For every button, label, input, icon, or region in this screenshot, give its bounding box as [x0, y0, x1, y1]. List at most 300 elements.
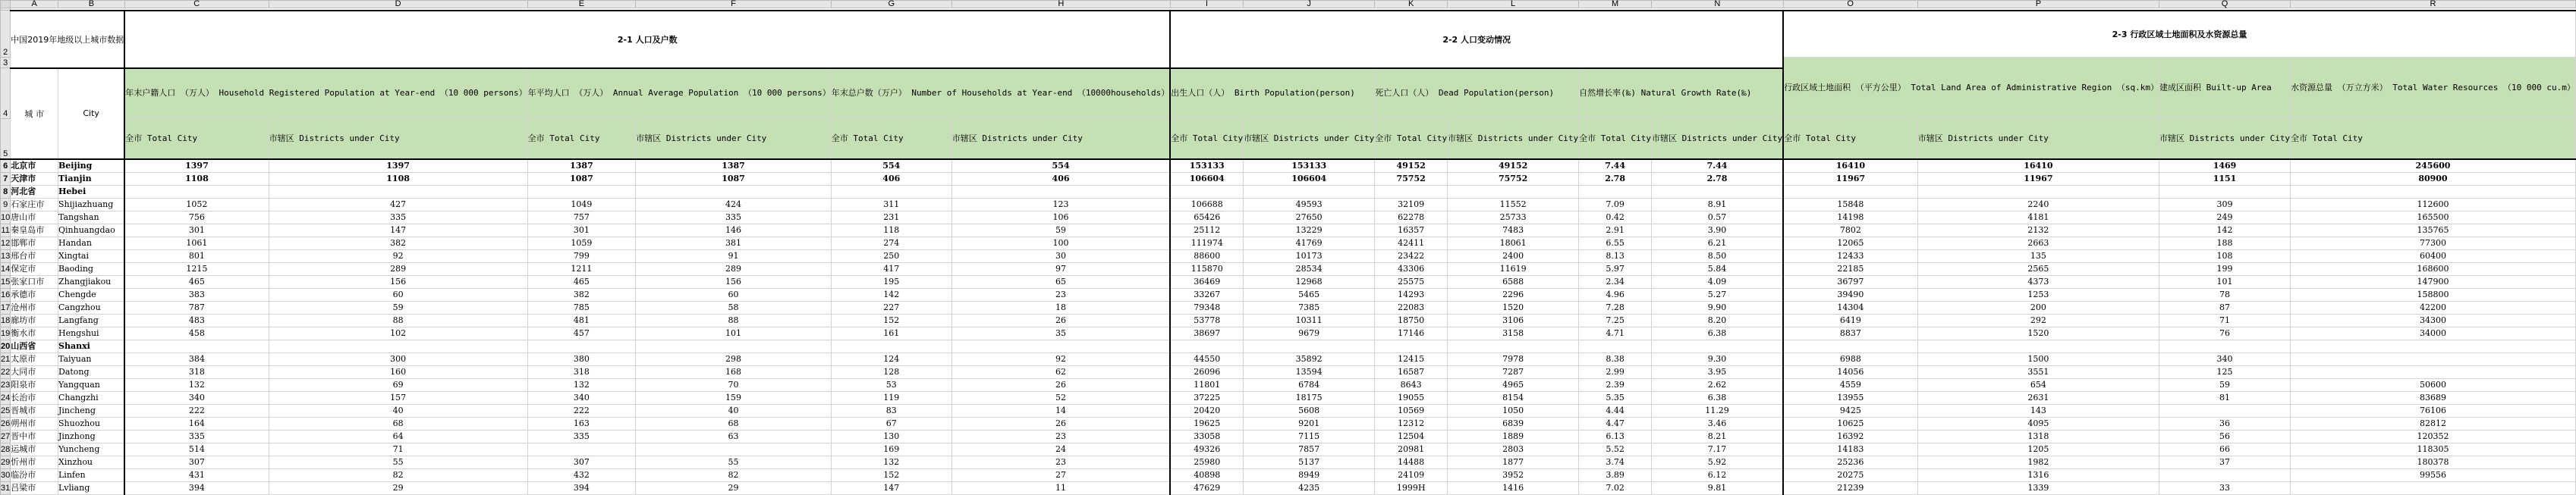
- data-cell[interactable]: 222: [124, 404, 269, 417]
- data-cell[interactable]: 5.27: [1652, 288, 1784, 301]
- data-cell[interactable]: 3.46: [1652, 417, 1784, 430]
- data-cell[interactable]: 11552: [1448, 198, 1579, 211]
- column-header[interactable]: P: [1917, 1, 2159, 8]
- data-cell[interactable]: 1999H: [1375, 481, 1448, 494]
- city-header-cn[interactable]: 城 市: [11, 68, 58, 159]
- data-cell[interactable]: 4965: [1448, 378, 1579, 391]
- data-cell[interactable]: 102: [269, 327, 527, 340]
- data-cell[interactable]: 384: [124, 352, 269, 365]
- data-cell[interactable]: [2291, 365, 2576, 378]
- data-cell[interactable]: 115870: [1170, 262, 1243, 275]
- data-cell[interactable]: 23422: [1375, 249, 1448, 262]
- data-cell[interactable]: 1397: [124, 159, 269, 173]
- data-cell[interactable]: 20275: [1783, 468, 1917, 481]
- data-cell[interactable]: 135765: [2291, 224, 2576, 237]
- data-cell[interactable]: 130: [831, 430, 951, 443]
- data-cell[interactable]: 6.13: [1579, 430, 1652, 443]
- city-name-cn[interactable]: 运城市: [11, 443, 58, 456]
- data-cell[interactable]: 16357: [1375, 224, 1448, 237]
- data-cell[interactable]: 83689: [2291, 391, 2576, 404]
- city-name-cn[interactable]: 山西省: [11, 340, 58, 352]
- subheader-total-city[interactable]: 全市 Total City: [1579, 119, 1652, 159]
- data-cell[interactable]: 0.57: [1652, 211, 1784, 224]
- data-cell[interactable]: 3.90: [1652, 224, 1784, 237]
- data-cell[interactable]: 289: [269, 262, 527, 275]
- data-cell[interactable]: 142: [2159, 224, 2290, 237]
- data-cell[interactable]: 406: [951, 172, 1170, 185]
- data-cell[interactable]: 1050: [1448, 404, 1579, 417]
- city-name-cn[interactable]: 衡水市: [11, 327, 58, 340]
- data-cell[interactable]: 49326: [1170, 443, 1243, 456]
- data-cell[interactable]: 23: [951, 456, 1170, 468]
- data-cell[interactable]: 1108: [124, 172, 269, 185]
- data-cell[interactable]: 4.09: [1652, 275, 1784, 288]
- data-cell[interactable]: 1339: [1917, 481, 2159, 494]
- data-cell[interactable]: [1244, 340, 1375, 352]
- data-cell[interactable]: 55: [269, 456, 527, 468]
- data-cell[interactable]: 30: [951, 249, 1170, 262]
- city-name-en[interactable]: Cangzhou: [58, 301, 125, 314]
- data-cell[interactable]: 227: [831, 301, 951, 314]
- data-cell[interactable]: 92: [951, 352, 1170, 365]
- data-cell[interactable]: 63: [636, 430, 832, 443]
- data-cell[interactable]: 4.71: [1579, 327, 1652, 340]
- city-name-cn[interactable]: 保定市: [11, 262, 58, 275]
- data-cell[interactable]: [1448, 340, 1579, 352]
- data-cell[interactable]: 8.13: [1579, 249, 1652, 262]
- data-cell[interactable]: 62278: [1375, 211, 1448, 224]
- city-name-en[interactable]: Yuncheng: [58, 443, 125, 456]
- column-group-header[interactable]: 年末户籍人口 （万人） Household Registered Population at Year-end （10 000 persons）: [124, 68, 527, 119]
- data-cell[interactable]: [636, 185, 832, 198]
- data-cell[interactable]: 53: [831, 378, 951, 391]
- data-cell[interactable]: [636, 443, 832, 456]
- data-cell[interactable]: 8643: [1375, 378, 1448, 391]
- data-cell[interactable]: 159: [636, 391, 832, 404]
- data-cell[interactable]: [1375, 185, 1448, 198]
- data-cell[interactable]: 289: [636, 262, 832, 275]
- row-header[interactable]: 15: [1, 275, 11, 288]
- data-cell[interactable]: 8.91: [1652, 198, 1784, 211]
- city-name-en[interactable]: Hengshui: [58, 327, 125, 340]
- data-cell[interactable]: 47629: [1170, 481, 1243, 494]
- data-cell[interactable]: 92: [269, 249, 527, 262]
- data-cell[interactable]: 1087: [636, 172, 832, 185]
- data-cell[interactable]: 153133: [1170, 159, 1243, 173]
- subheader-total-city[interactable]: 全市 Total City: [124, 119, 269, 159]
- data-cell[interactable]: 3158: [1448, 327, 1579, 340]
- data-cell[interactable]: 11619: [1448, 262, 1579, 275]
- data-cell[interactable]: 25733: [1448, 211, 1579, 224]
- city-name-cn[interactable]: 晋中市: [11, 430, 58, 443]
- data-cell[interactable]: 25236: [1783, 456, 1917, 468]
- city-name-cn[interactable]: 天津市: [11, 172, 58, 185]
- subheader-total-city[interactable]: 全市 Total City: [1375, 119, 1448, 159]
- city-name-en[interactable]: Lvliang: [58, 481, 125, 494]
- data-cell[interactable]: 19625: [1170, 417, 1243, 430]
- data-cell[interactable]: 40: [636, 404, 832, 417]
- city-name-en[interactable]: Changzhi: [58, 391, 125, 404]
- data-cell[interactable]: 60: [636, 288, 832, 301]
- data-cell[interactable]: 49593: [1244, 198, 1375, 211]
- data-cell[interactable]: [1375, 340, 1448, 352]
- column-header[interactable]: E: [527, 1, 636, 8]
- data-cell[interactable]: 118305: [2291, 443, 2576, 456]
- data-cell[interactable]: 53778: [1170, 314, 1243, 327]
- data-cell[interactable]: 4.96: [1579, 288, 1652, 301]
- data-cell[interactable]: 69: [269, 378, 527, 391]
- data-cell[interactable]: 112600: [2291, 198, 2576, 211]
- data-cell[interactable]: 249: [2159, 211, 2290, 224]
- subheader-total-city[interactable]: 全市 Total City: [1170, 119, 1243, 159]
- data-cell[interactable]: 132: [527, 378, 636, 391]
- data-cell[interactable]: 68: [636, 417, 832, 430]
- column-group-header[interactable]: 年末总户数（万户） Number of Households at Year-end （10000households）: [831, 68, 1170, 119]
- data-cell[interactable]: 33: [2159, 481, 2290, 494]
- data-cell[interactable]: 756: [124, 211, 269, 224]
- city-name-cn[interactable]: 晋城市: [11, 404, 58, 417]
- data-cell[interactable]: 4235: [1244, 481, 1375, 494]
- data-cell[interactable]: 5608: [1244, 404, 1375, 417]
- data-cell[interactable]: 56: [2159, 430, 2290, 443]
- row-header[interactable]: 3: [1, 58, 11, 68]
- data-cell[interactable]: [1652, 185, 1784, 198]
- data-cell[interactable]: 106604: [1244, 172, 1375, 185]
- table-title[interactable]: 中国2019年地级以上城市数据: [11, 11, 125, 68]
- data-cell[interactable]: 26: [951, 417, 1170, 430]
- data-cell[interactable]: 17146: [1375, 327, 1448, 340]
- data-cell[interactable]: 12415: [1375, 352, 1448, 365]
- data-cell[interactable]: 68: [269, 417, 527, 430]
- data-cell[interactable]: 9425: [1783, 404, 1917, 417]
- data-cell[interactable]: 6988: [1783, 352, 1917, 365]
- data-cell[interactable]: 1061: [124, 237, 269, 249]
- subheader-districts[interactable]: 市辖区 Districts under City: [2159, 119, 2290, 159]
- data-cell[interactable]: 2.99: [1579, 365, 1652, 378]
- data-cell[interactable]: 465: [527, 275, 636, 288]
- data-cell[interactable]: 65426: [1170, 211, 1243, 224]
- data-cell[interactable]: 99556: [2291, 468, 2576, 481]
- data-cell[interactable]: 10173: [1244, 249, 1375, 262]
- column-header[interactable]: B: [58, 1, 125, 8]
- data-cell[interactable]: 41769: [1244, 237, 1375, 249]
- data-cell[interactable]: 146: [636, 224, 832, 237]
- data-cell[interactable]: 14293: [1375, 288, 1448, 301]
- city-name-cn[interactable]: 张家口市: [11, 275, 58, 288]
- data-cell[interactable]: 158800: [2291, 288, 2576, 301]
- column-group-header[interactable]: 出生人口（人） Birth Population(person): [1170, 68, 1374, 119]
- column-group-header[interactable]: 水资源总量 （万立方米） Total Water Resources （10 000 cu.m）: [2291, 58, 2576, 119]
- data-cell[interactable]: 18061: [1448, 237, 1579, 249]
- city-name-cn[interactable]: 廊坊市: [11, 314, 58, 327]
- data-cell[interactable]: 4373: [1917, 275, 2159, 288]
- data-cell[interactable]: 301: [124, 224, 269, 237]
- subheader-districts[interactable]: 市辖区 Districts under City: [1244, 119, 1375, 159]
- data-cell[interactable]: 39490: [1783, 288, 1917, 301]
- data-cell[interactable]: 7.02: [1579, 481, 1652, 494]
- data-cell[interactable]: [1579, 185, 1652, 198]
- data-cell[interactable]: 76106: [2291, 404, 2576, 417]
- data-cell[interactable]: 1387: [636, 159, 832, 173]
- data-cell[interactable]: 22083: [1375, 301, 1448, 314]
- data-cell[interactable]: 160: [269, 365, 527, 378]
- data-cell[interactable]: 2.91: [1579, 224, 1652, 237]
- data-cell[interactable]: 70: [636, 378, 832, 391]
- data-cell[interactable]: 799: [527, 249, 636, 262]
- data-cell[interactable]: 6.38: [1652, 391, 1784, 404]
- data-cell[interactable]: 29: [636, 481, 832, 494]
- data-cell[interactable]: 16410: [1783, 159, 1917, 173]
- data-cell[interactable]: 20981: [1375, 443, 1448, 456]
- data-cell[interactable]: 394: [527, 481, 636, 494]
- data-cell[interactable]: 77300: [2291, 237, 2576, 249]
- row-header[interactable]: 6: [1, 159, 11, 173]
- data-cell[interactable]: [527, 443, 636, 456]
- data-cell[interactable]: [1244, 185, 1375, 198]
- data-cell[interactable]: [2291, 352, 2576, 365]
- data-cell[interactable]: 382: [527, 288, 636, 301]
- data-cell[interactable]: 14198: [1783, 211, 1917, 224]
- city-name-en[interactable]: Jincheng: [58, 404, 125, 417]
- data-cell[interactable]: 14304: [1783, 301, 1917, 314]
- data-cell[interactable]: [2291, 340, 2576, 352]
- section-heading[interactable]: 2-1 人口及户数: [124, 11, 1170, 68]
- data-cell[interactable]: 10625: [1783, 417, 1917, 430]
- data-cell[interactable]: 21239: [1783, 481, 1917, 494]
- data-cell[interactable]: 125: [2159, 365, 2290, 378]
- data-cell[interactable]: 2296: [1448, 288, 1579, 301]
- data-cell[interactable]: 1211: [527, 262, 636, 275]
- data-cell[interactable]: 2.39: [1579, 378, 1652, 391]
- data-cell[interactable]: 101: [636, 327, 832, 340]
- subheader-districts[interactable]: 市辖区 Districts under City: [1448, 119, 1579, 159]
- data-cell[interactable]: 25112: [1170, 224, 1243, 237]
- data-cell[interactable]: [269, 340, 527, 352]
- data-cell[interactable]: 11.29: [1652, 404, 1784, 417]
- data-cell[interactable]: 29: [269, 481, 527, 494]
- data-cell[interactable]: 458: [124, 327, 269, 340]
- data-cell[interactable]: 6.55: [1579, 237, 1652, 249]
- data-cell[interactable]: 9679: [1244, 327, 1375, 340]
- data-cell[interactable]: 195: [831, 275, 951, 288]
- data-cell[interactable]: 118: [831, 224, 951, 237]
- data-cell[interactable]: 143: [1917, 404, 2159, 417]
- data-cell[interactable]: 168: [636, 365, 832, 378]
- data-cell[interactable]: 82: [636, 468, 832, 481]
- column-group-header[interactable]: 建成区面积 Built-up Area: [2159, 58, 2290, 119]
- data-cell[interactable]: 38697: [1170, 327, 1243, 340]
- data-cell[interactable]: 1416: [1448, 481, 1579, 494]
- data-cell[interactable]: 88: [636, 314, 832, 327]
- data-cell[interactable]: 71: [269, 443, 527, 456]
- row-header[interactable]: 17: [1, 301, 11, 314]
- data-cell[interactable]: 1205: [1917, 443, 2159, 456]
- data-cell[interactable]: [951, 185, 1170, 198]
- data-cell[interactable]: 0.42: [1579, 211, 1652, 224]
- data-cell[interactable]: 1087: [527, 172, 636, 185]
- data-cell[interactable]: 2132: [1917, 224, 2159, 237]
- city-name-cn[interactable]: 石家庄市: [11, 198, 58, 211]
- data-cell[interactable]: 2.78: [1652, 172, 1784, 185]
- data-cell[interactable]: [1579, 340, 1652, 352]
- data-cell[interactable]: 222: [527, 404, 636, 417]
- data-cell[interactable]: 188: [2159, 237, 2290, 249]
- data-cell[interactable]: 156: [269, 275, 527, 288]
- city-name-cn[interactable]: 沧州市: [11, 301, 58, 314]
- city-name-cn[interactable]: 阳泉市: [11, 378, 58, 391]
- data-cell[interactable]: [124, 340, 269, 352]
- select-all-corner[interactable]: [1, 1, 11, 8]
- subheader-districts[interactable]: 市辖区 Districts under City: [269, 119, 527, 159]
- column-header[interactable]: O: [1783, 1, 1917, 8]
- column-group-header[interactable]: 自然增长率(‰) Natural Growth Rate(‰): [1579, 68, 1783, 119]
- column-header[interactable]: I: [1170, 1, 1243, 8]
- data-cell[interactable]: 5.92: [1652, 456, 1784, 468]
- data-cell[interactable]: 81: [2159, 391, 2290, 404]
- data-cell[interactable]: [1783, 340, 1917, 352]
- data-cell[interactable]: 4.44: [1579, 404, 1652, 417]
- data-cell[interactable]: 88600: [1170, 249, 1243, 262]
- data-cell[interactable]: [2159, 404, 2290, 417]
- data-cell[interactable]: 34300: [2291, 314, 2576, 327]
- data-cell[interactable]: 654: [1917, 378, 2159, 391]
- data-cell[interactable]: [831, 185, 951, 198]
- data-cell[interactable]: 292: [1917, 314, 2159, 327]
- data-cell[interactable]: 24109: [1375, 468, 1448, 481]
- data-cell[interactable]: 298: [636, 352, 832, 365]
- data-cell[interactable]: 157: [269, 391, 527, 404]
- column-header[interactable]: N: [1652, 1, 1784, 8]
- data-cell[interactable]: 309: [2159, 198, 2290, 211]
- city-name-cn[interactable]: 长治市: [11, 391, 58, 404]
- data-cell[interactable]: 44550: [1170, 352, 1243, 365]
- section-heading[interactable]: 2-3 行政区域土地面积及水资源总量: [1783, 11, 2575, 58]
- city-name-en[interactable]: Taiyuan: [58, 352, 125, 365]
- city-name-en[interactable]: Jinzhong: [58, 430, 125, 443]
- data-cell[interactable]: 7.44: [1652, 159, 1784, 173]
- data-cell[interactable]: 6.12: [1652, 468, 1784, 481]
- data-cell[interactable]: 5.84: [1652, 262, 1784, 275]
- data-cell[interactable]: 169: [831, 443, 951, 456]
- row-header[interactable]: 20: [1, 340, 11, 352]
- city-name-en[interactable]: Handan: [58, 237, 125, 249]
- data-cell[interactable]: [1170, 340, 1243, 352]
- data-cell[interactable]: 147900: [2291, 275, 2576, 288]
- data-cell[interactable]: 27: [951, 468, 1170, 481]
- data-cell[interactable]: [527, 340, 636, 352]
- data-cell[interactable]: 465: [124, 275, 269, 288]
- data-cell[interactable]: 2.62: [1652, 378, 1784, 391]
- city-name-cn[interactable]: 大同市: [11, 365, 58, 378]
- data-cell[interactable]: 381: [636, 237, 832, 249]
- column-header[interactable]: A: [11, 1, 58, 8]
- data-cell[interactable]: 16587: [1375, 365, 1448, 378]
- column-header[interactable]: G: [831, 1, 951, 8]
- data-cell[interactable]: 10569: [1375, 404, 1448, 417]
- data-cell[interactable]: 4181: [1917, 211, 2159, 224]
- data-cell[interactable]: 18: [951, 301, 1170, 314]
- data-cell[interactable]: 481: [527, 314, 636, 327]
- data-cell[interactable]: 20420: [1170, 404, 1243, 417]
- data-cell[interactable]: 11967: [1917, 172, 2159, 185]
- city-name-en[interactable]: Qinhuangdao: [58, 224, 125, 237]
- data-cell[interactable]: 1387: [527, 159, 636, 173]
- data-cell[interactable]: 231: [831, 211, 951, 224]
- data-cell[interactable]: 1215: [124, 262, 269, 275]
- data-cell[interactable]: [831, 340, 951, 352]
- city-name-cn[interactable]: 临汾市: [11, 468, 58, 481]
- data-cell[interactable]: 383: [124, 288, 269, 301]
- row-header[interactable]: 25: [1, 404, 11, 417]
- data-cell[interactable]: 83: [831, 404, 951, 417]
- data-cell[interactable]: 1889: [1448, 430, 1579, 443]
- data-cell[interactable]: 78: [2159, 288, 2290, 301]
- data-cell[interactable]: 27650: [1244, 211, 1375, 224]
- data-cell[interactable]: 9.81: [1652, 481, 1784, 494]
- city-name-cn[interactable]: 河北省: [11, 185, 58, 198]
- data-cell[interactable]: 340: [527, 391, 636, 404]
- data-cell[interactable]: 801: [124, 249, 269, 262]
- data-cell[interactable]: 335: [527, 430, 636, 443]
- column-header[interactable]: R: [2291, 1, 2576, 8]
- data-cell[interactable]: 514: [124, 443, 269, 456]
- data-cell[interactable]: 161: [831, 327, 951, 340]
- data-cell[interactable]: 7.09: [1579, 198, 1652, 211]
- row-header[interactable]: 2: [1, 11, 11, 58]
- data-cell[interactable]: 2565: [1917, 262, 2159, 275]
- data-cell[interactable]: 80900: [2291, 172, 2576, 185]
- data-cell[interactable]: 6.38: [1652, 327, 1784, 340]
- data-cell[interactable]: 6419: [1783, 314, 1917, 327]
- data-cell[interactable]: 82: [269, 468, 527, 481]
- data-cell[interactable]: 101: [2159, 275, 2290, 288]
- data-cell[interactable]: [2159, 185, 2290, 198]
- data-cell[interactable]: 406: [831, 172, 951, 185]
- data-cell[interactable]: 8837: [1783, 327, 1917, 340]
- data-cell[interactable]: 1108: [269, 172, 527, 185]
- data-cell[interactable]: [1652, 340, 1784, 352]
- data-cell[interactable]: 79348: [1170, 301, 1243, 314]
- data-cell[interactable]: 9.30: [1652, 352, 1784, 365]
- data-cell[interactable]: 2663: [1917, 237, 2159, 249]
- data-cell[interactable]: [1170, 185, 1243, 198]
- data-cell[interactable]: 1500: [1917, 352, 2159, 365]
- data-cell[interactable]: 147: [269, 224, 527, 237]
- data-cell[interactable]: 14: [951, 404, 1170, 417]
- row-header[interactable]: 8: [1, 185, 11, 198]
- data-cell[interactable]: 2.34: [1579, 275, 1652, 288]
- data-cell[interactable]: 2240: [1917, 198, 2159, 211]
- data-cell[interactable]: 13955: [1783, 391, 1917, 404]
- data-cell[interactable]: 6588: [1448, 275, 1579, 288]
- data-cell[interactable]: 50600: [2291, 378, 2576, 391]
- city-header-en[interactable]: City: [58, 68, 125, 159]
- data-cell[interactable]: 14488: [1375, 456, 1448, 468]
- data-cell[interactable]: 6.21: [1652, 237, 1784, 249]
- data-cell[interactable]: 123: [951, 198, 1170, 211]
- data-cell[interactable]: 457: [527, 327, 636, 340]
- subheader-total-city[interactable]: 全市 Total City: [527, 119, 636, 159]
- data-cell[interactable]: 3551: [1917, 365, 2159, 378]
- column-header[interactable]: Q: [2159, 1, 2290, 8]
- row-header[interactable]: 4: [1, 68, 11, 119]
- data-cell[interactable]: 9.90: [1652, 301, 1784, 314]
- city-name-cn[interactable]: 北京市: [11, 159, 58, 173]
- row-header[interactable]: 18: [1, 314, 11, 327]
- data-cell[interactable]: 135: [1917, 249, 2159, 262]
- data-cell[interactable]: 7857: [1244, 443, 1375, 456]
- data-cell[interactable]: 10311: [1244, 314, 1375, 327]
